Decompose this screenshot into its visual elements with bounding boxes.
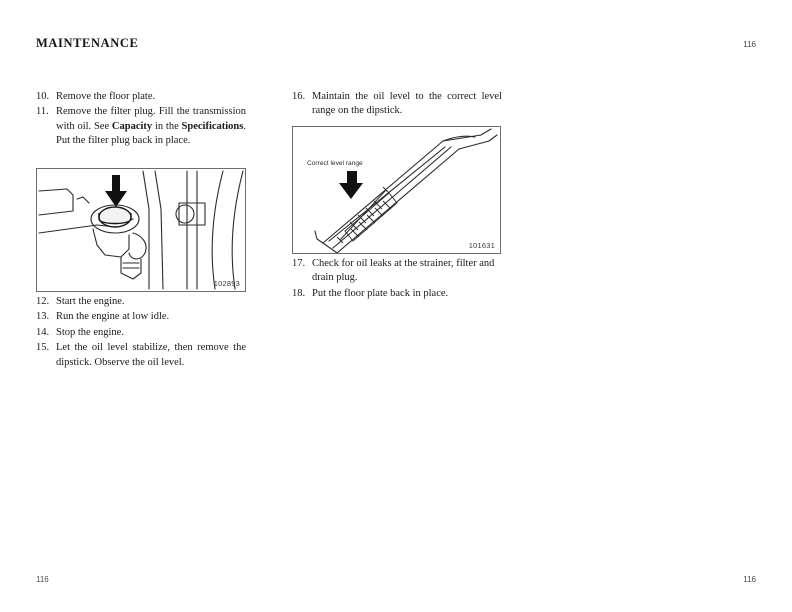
list-item [36, 326, 246, 340]
list-item [36, 310, 246, 324]
callout-arrow-icon [105, 175, 127, 207]
list-item [36, 105, 246, 148]
filter-plug-line-art [37, 169, 245, 291]
list-item [292, 257, 502, 286]
step-number: 12. [36, 296, 50, 307]
step-text: Stop the engine. [56, 326, 124, 338]
step-text: Check for oil leaks at the strainer, filter and drain plug. [312, 258, 495, 284]
step-text: Remove the floor plate. [56, 91, 156, 102]
step-text-segment: Remove the filter plug. Fill the transmission with oil. See [56, 106, 246, 132]
callout-arrow-icon [339, 171, 363, 199]
figure-caption: 101631 [468, 241, 495, 250]
list-item [36, 295, 246, 309]
step-text: Maintain the oil level to the correct level range on the dipstick. [312, 91, 502, 117]
figure-caption: 102893 [213, 279, 240, 288]
dipstick-line-art [293, 127, 500, 253]
footer-page-number-right: 116 [743, 575, 756, 584]
list-item [292, 287, 502, 301]
step-text-segment: in the [152, 120, 182, 132]
step-number: 16. [292, 91, 306, 102]
step-number: 11. [36, 106, 49, 118]
step-text-bold: Capacity [111, 120, 153, 132]
figure-inline-label: Correct level range [307, 160, 363, 167]
step-text: Put the floor plate back in place. [312, 287, 449, 299]
step-number: 15. [36, 342, 50, 354]
step-text-segment: . Put the filter plug back in place. [56, 120, 246, 147]
step-number: 13. [36, 311, 50, 323]
right-text-column [292, 90, 502, 120]
list-item [36, 341, 246, 370]
right-text-column-lower [292, 257, 502, 302]
header-page-number: 116 [743, 40, 756, 49]
step-number: 10. [36, 91, 50, 102]
footer-page-number-left: 116 [36, 575, 49, 584]
step-number: 18. [292, 287, 306, 299]
step-text: Run the engine at low idle. [56, 311, 170, 323]
step-text-bold: Specifications [181, 120, 244, 132]
step-text: Let the oil level stabilize, then remove the dipstick. Observe the oil level. [56, 342, 246, 368]
left-text-column-lower [36, 295, 246, 371]
step-text: Start the engine. [56, 296, 125, 307]
list-item [36, 90, 246, 104]
page-header-title: MAINTENANCE [36, 36, 139, 50]
step-text [56, 105, 246, 148]
figure-dipstick [292, 126, 501, 254]
left-text-column [36, 90, 246, 150]
list-item [292, 90, 502, 119]
figure-filter-plug [36, 168, 246, 292]
step-number: 17. [292, 258, 306, 269]
step-number: 14. [36, 326, 50, 338]
